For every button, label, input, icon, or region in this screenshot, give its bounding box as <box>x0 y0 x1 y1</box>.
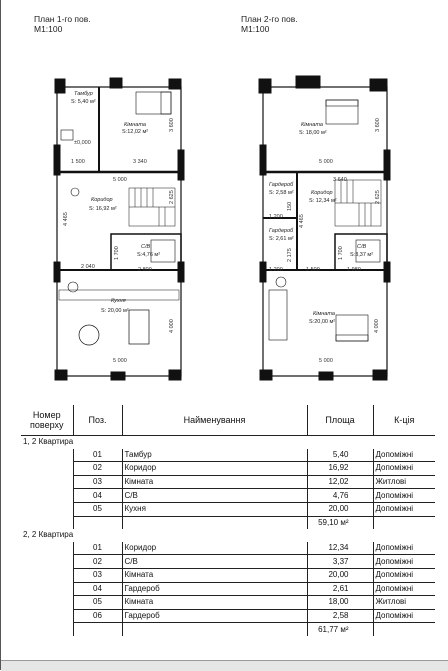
floor1-scale: М1:100 <box>34 24 63 34</box>
floor-plans <box>1 0 448 400</box>
table-row <box>21 489 435 503</box>
cell-pos: 03 <box>73 475 122 489</box>
cell-type: Допоміжні <box>373 555 435 569</box>
bed-headboard <box>326 100 358 106</box>
dimension: 2 175 <box>287 248 293 262</box>
cell-area: 18,00 <box>307 596 373 610</box>
floor-plans-svg <box>1 0 448 400</box>
shower <box>151 240 175 262</box>
table-header-row <box>21 405 435 436</box>
cell-floor <box>21 555 73 569</box>
dimension: 3 640 <box>333 177 347 183</box>
floor2-title: План 2-го пов. <box>241 14 298 24</box>
cell-type: Допоміжні <box>373 502 435 516</box>
floor2-scale: М1:100 <box>241 24 270 34</box>
table-row <box>21 609 435 623</box>
col-header-floor: Номер поверху <box>21 405 73 436</box>
empty-cell <box>73 623 122 636</box>
cell-pos: 03 <box>73 568 122 582</box>
bed <box>136 92 171 114</box>
dimension: 3 600 <box>375 118 381 132</box>
room-label: Кімната <box>313 311 335 317</box>
cell-area: 2,58 <box>307 609 373 623</box>
plant <box>71 188 79 196</box>
cell-area: 20,00 <box>307 568 373 582</box>
cell-name: Коридор <box>122 462 307 476</box>
dimension: 5 000 <box>113 177 127 183</box>
wall-block <box>110 78 122 88</box>
cell-name: Кухня <box>122 502 307 516</box>
wall-block <box>55 79 65 93</box>
cell-floor <box>21 542 73 555</box>
wall-block <box>259 79 271 93</box>
dimension: 4 465 <box>299 214 305 228</box>
group-total: 59,10 м² <box>307 516 373 529</box>
cell-floor <box>21 489 73 503</box>
cell-type: Допоміжні <box>373 542 435 555</box>
room-area: S: 2,58 м² <box>269 190 294 196</box>
room-label: Гардероб <box>269 228 294 234</box>
room-label: Тамбур <box>74 91 93 97</box>
dimension: 2 625 <box>169 190 175 204</box>
cell-name: С/В <box>122 555 307 569</box>
wall-block <box>260 145 266 175</box>
empty-cell <box>373 516 435 529</box>
dimension: 5 000 <box>319 358 333 364</box>
cell-area: 20,00 <box>307 502 373 516</box>
cell-pos: 02 <box>73 555 122 569</box>
wall-block <box>55 370 67 380</box>
table-row <box>21 462 435 476</box>
dimension: 1 200 <box>269 214 283 220</box>
room-area: S: 2,61 м² <box>269 236 294 242</box>
room-area: S: 12,34 м² <box>309 198 337 204</box>
room-area: S:3,37 м² <box>350 252 374 258</box>
cell-type: Допоміжні <box>373 568 435 582</box>
wall-block <box>111 372 125 380</box>
room-area: S: 5,40 м² <box>71 99 96 105</box>
dimension: 1 700 <box>114 246 120 260</box>
dimension: 150 <box>287 201 293 211</box>
cell-area: 12,34 <box>307 542 373 555</box>
wall-block <box>260 370 272 380</box>
cell-name: Кімната <box>122 596 307 610</box>
room-area: S:12,02 м² <box>122 129 149 135</box>
dimension: 1 700 <box>338 246 344 260</box>
empty-cell <box>373 623 435 636</box>
cell-type: Допоміжні <box>373 582 435 596</box>
table-row <box>21 449 435 462</box>
cell-floor <box>21 609 73 623</box>
dimension: 1 980 <box>347 267 361 273</box>
dimension: 5 000 <box>113 358 127 364</box>
room-label: С/В <box>141 244 151 250</box>
wall-block <box>373 370 387 380</box>
cell-floor <box>21 568 73 582</box>
floor1-title: План 1-го пов. <box>34 14 91 24</box>
table-row <box>21 582 435 596</box>
wall-block <box>370 79 387 91</box>
table-row <box>21 555 435 569</box>
cell-name: Кімната <box>122 568 307 582</box>
group-title: 1, 2 Квартира <box>23 437 74 447</box>
floor1-outline <box>57 87 181 376</box>
cell-pos: 01 <box>73 449 122 462</box>
plant <box>276 277 286 287</box>
table-row <box>21 596 435 610</box>
cell-area: 12,02 <box>307 475 373 489</box>
level-mark: ±0,000 <box>74 140 91 146</box>
room-label: Коридор <box>311 190 333 196</box>
cell-type: Житлові <box>373 475 435 489</box>
bed <box>336 315 368 341</box>
table-row <box>21 542 435 555</box>
dimension: 2 800 <box>138 267 152 273</box>
cell-pos: 05 <box>73 502 122 516</box>
cell-floor <box>21 449 73 462</box>
dimension: 2 625 <box>375 190 381 204</box>
wall-block <box>296 76 320 88</box>
wall-block <box>169 370 181 380</box>
room-label: Кімната <box>124 122 146 128</box>
col-header-area: Площа <box>307 405 373 436</box>
cell-floor <box>21 462 73 476</box>
wall-block <box>384 150 390 180</box>
bed <box>326 100 358 124</box>
bed-headboard <box>161 92 171 114</box>
room-label: Гардероб <box>269 182 294 188</box>
cell-type: Допоміжні <box>373 449 435 462</box>
dimension: 2 040 <box>81 264 95 270</box>
wall-block <box>319 372 333 380</box>
cell-floor <box>21 475 73 489</box>
room-area: S:4,76 м² <box>137 252 161 258</box>
cell-pos: 02 <box>73 462 122 476</box>
group-row <box>21 529 435 542</box>
cell-pos: 06 <box>73 609 122 623</box>
empty-cell <box>21 516 73 529</box>
col-header-name: Найменування <box>122 405 307 436</box>
cell-type: Допоміжні <box>373 462 435 476</box>
floor1-plan <box>54 78 184 380</box>
dimension: 4 000 <box>169 319 175 333</box>
plant <box>68 282 78 292</box>
cell-floor <box>21 596 73 610</box>
cell-floor <box>21 502 73 516</box>
cell-area: 4,76 <box>307 489 373 503</box>
cell-type: Допоміжні <box>373 489 435 503</box>
room-label: С/В <box>357 244 367 250</box>
table-row <box>21 475 435 489</box>
table-body <box>21 436 435 636</box>
room-label: Кімната <box>301 122 323 128</box>
room-area: S: 18,00 м² <box>299 130 327 136</box>
cell-pos: 01 <box>73 542 122 555</box>
total-row <box>21 623 435 636</box>
group-total: 61,77 м² <box>307 623 373 636</box>
room-area: S: 20,00 м² <box>101 308 129 314</box>
col-header-pos: Поз. <box>73 405 122 436</box>
table-row <box>21 502 435 516</box>
cell-floor <box>21 582 73 596</box>
dimension: 3 600 <box>169 118 175 132</box>
cell-area: 2,61 <box>307 582 373 596</box>
cell-pos: 04 <box>73 489 122 503</box>
col-header-type: К-ція <box>373 405 435 436</box>
cell-pos: 05 <box>73 596 122 610</box>
dining-table <box>79 325 99 345</box>
empty-cell <box>21 623 73 636</box>
table-row <box>21 568 435 582</box>
cell-area: 3,37 <box>307 555 373 569</box>
cell-name: Гардероб <box>122 609 307 623</box>
wall-block <box>54 262 60 282</box>
empty-cell <box>122 623 307 636</box>
cell-name: Кімната <box>122 475 307 489</box>
total-row <box>21 516 435 529</box>
wardrobe <box>269 290 287 340</box>
dimension: 5 000 <box>319 159 333 165</box>
cell-area: 5,40 <box>307 449 373 462</box>
cell-name: Коридор <box>122 542 307 555</box>
room-label: Кухня <box>111 298 126 304</box>
room-area: S:20,00 м² <box>309 319 336 325</box>
dimension: 1 500 <box>71 159 85 165</box>
kitchen-island <box>129 310 149 344</box>
cell-pos: 04 <box>73 582 122 596</box>
floor1-labels <box>63 91 175 364</box>
group-title: 2, 2 Квартира <box>23 530 74 540</box>
empty-cell <box>122 516 307 529</box>
dimension: 1 200 <box>269 267 283 273</box>
cell-type: Допоміжні <box>373 609 435 623</box>
empty-cell <box>73 516 122 529</box>
room-area: S: 16,92 м² <box>89 206 117 212</box>
cell-type: Житлові <box>373 596 435 610</box>
wall-block <box>178 150 184 180</box>
dimension: 4 000 <box>374 319 380 333</box>
cabinet <box>61 130 73 140</box>
dimension: 3 340 <box>133 159 147 165</box>
group-row <box>21 436 435 449</box>
cell-name: Гардероб <box>122 582 307 596</box>
cell-name: С/В <box>122 489 307 503</box>
wall-block <box>54 145 60 175</box>
wall-block <box>169 79 181 89</box>
room-label: Коридор <box>91 197 113 203</box>
bottom-scrollbar[interactable] <box>1 660 448 671</box>
wall-block <box>260 262 266 282</box>
cell-name: Тамбур <box>122 449 307 462</box>
floor2-labels <box>269 118 381 364</box>
dimension: 1 500 <box>306 267 320 273</box>
cell-area: 16,92 <box>307 462 373 476</box>
dimension: 4 465 <box>63 212 69 226</box>
area-specification-table <box>21 405 435 636</box>
bed-headboard <box>336 335 368 341</box>
